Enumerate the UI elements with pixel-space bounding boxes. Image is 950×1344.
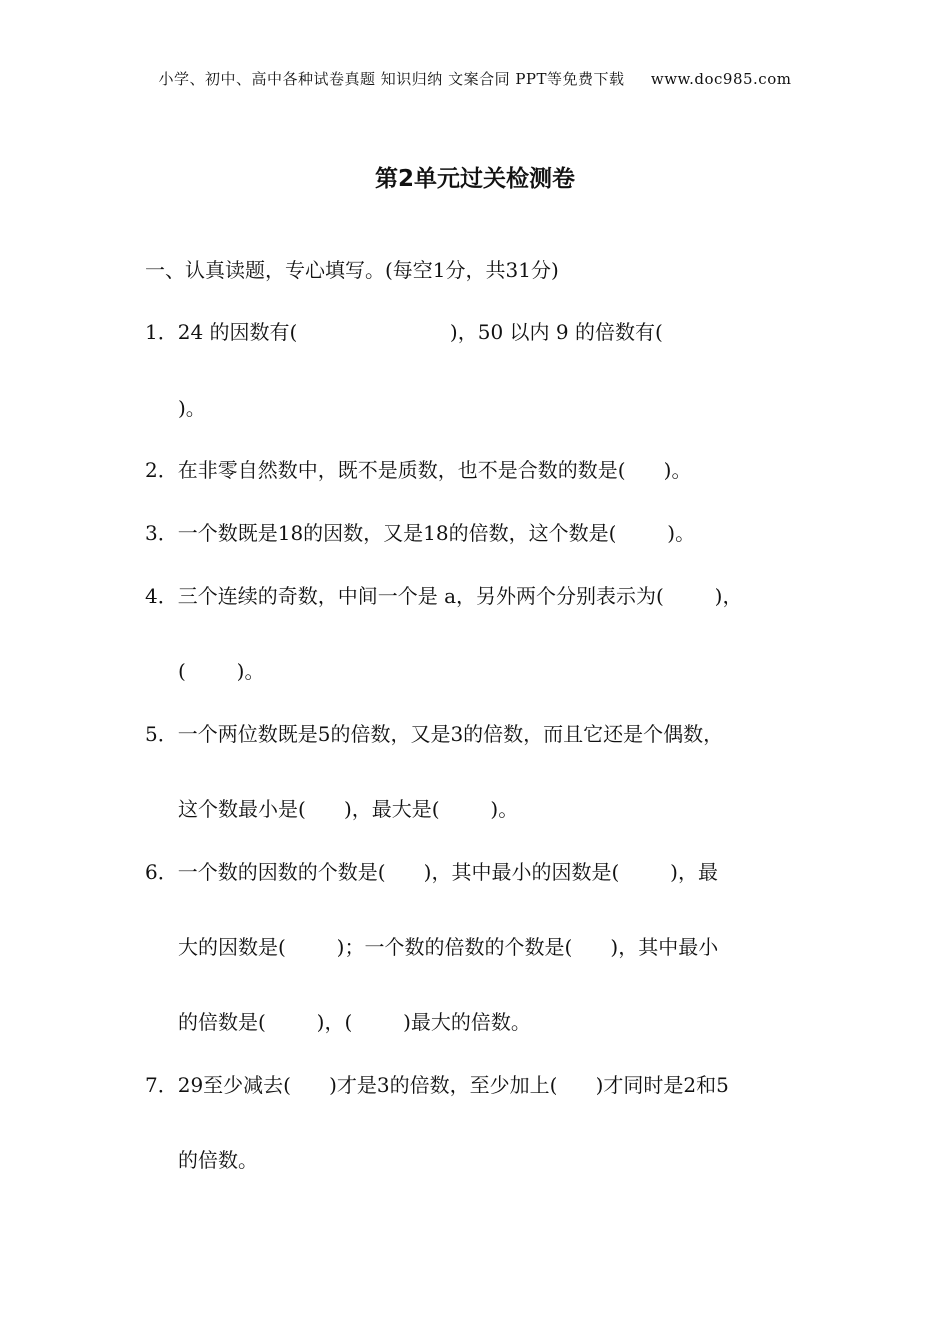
- page-title: 第2单元过关检测卷: [374, 166, 575, 192]
- question-6-line-2: 大的因数是( )；一个数的倍数的个数是( )，其中最小: [178, 935, 719, 959]
- question-1-line-2: )。: [178, 396, 206, 420]
- page-header: 小学、初中、高中各种试卷真题 知识归纳 文案合同 PPT等免费下载 www.doc985.com: [158, 70, 792, 88]
- question-4-line-1: 4．三个连续的奇数，中间一个是 a，另外两个分别表示为( )，: [145, 584, 743, 608]
- question-7-line-1: 7．29至少减去( )才是3的倍数，至少加上( )才同时是2和5: [145, 1073, 729, 1097]
- question-3-line-1: 3．一个数既是18的因数，又是18的倍数，这个数是( )。: [145, 521, 696, 545]
- question-5-line-1: 5．一个两位数既是5的倍数，又是3的倍数，而且它还是个偶数，: [145, 722, 724, 746]
- section-heading: 一、认真读题，专心填写。(每空1分，共31分): [145, 258, 559, 282]
- question-5-line-2: 这个数最小是( )，最大是( )。: [178, 797, 519, 821]
- question-7-line-2: 的倍数。: [178, 1148, 258, 1172]
- question-4-line-2: ( )。: [178, 659, 265, 683]
- question-6-line-3: 的倍数是( )，( )最大的倍数。: [178, 1010, 531, 1034]
- question-1-line-1: 1．24 的因数有( )，50 以内 9 的倍数有(: [145, 320, 663, 344]
- question-2-line-1: 2．在非零自然数中，既不是质数，也不是合数的数是( )。: [145, 458, 692, 482]
- question-6-line-1: 6．一个数的因数的个数是( )，其中最小的因数是( )，最: [145, 860, 718, 884]
